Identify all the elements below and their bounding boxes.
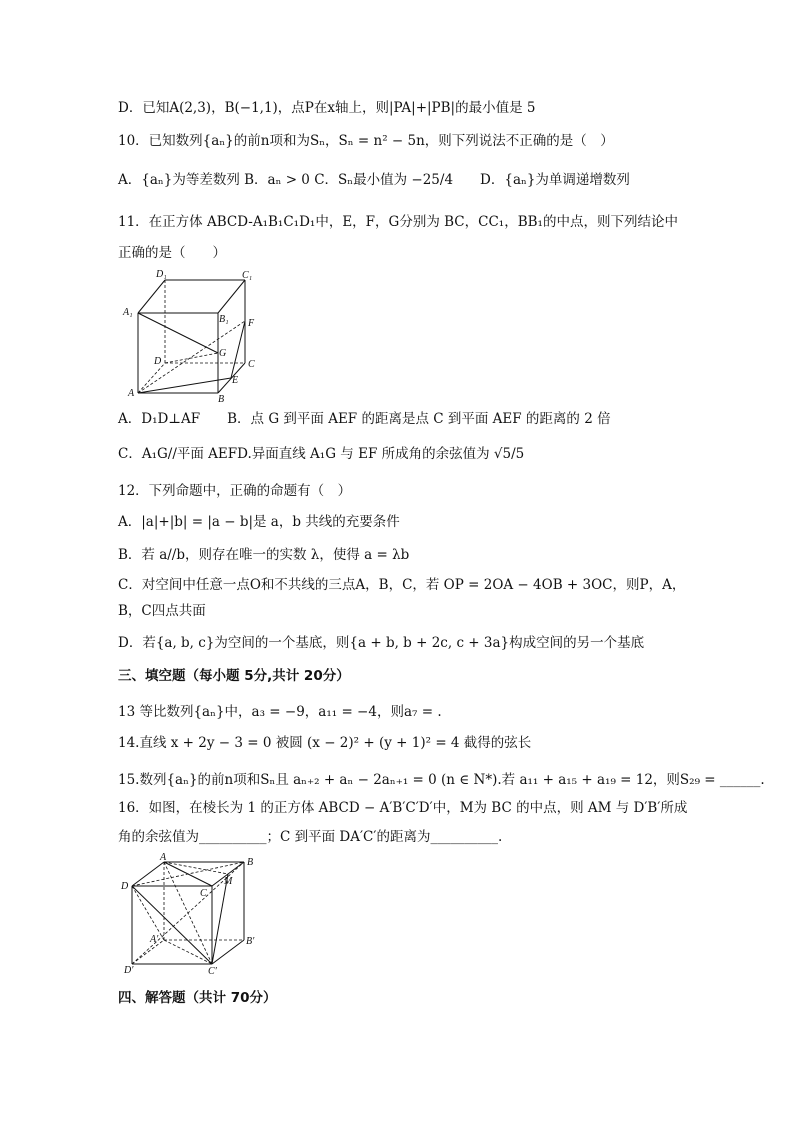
label-G: G	[219, 348, 227, 359]
label-C-prime: C′	[208, 966, 217, 977]
question-12-c: C．对空间中任意一点O和不共线的三点A，B，C，若 OP = 2OA − 4OB + 3OC，则P，A，	[118, 577, 686, 593]
label-C: C	[200, 888, 207, 899]
question-12: 12．下列命题中，正确的命题有（ ）	[118, 483, 352, 499]
label-B: B	[247, 857, 254, 868]
label-C: C	[248, 359, 255, 370]
question-11: 11．在正方体 ABCD-A₁B₁C₁D₁中，E，F，G分别为 BC，CC₁，BB₁的中点，则下列结论中	[118, 214, 678, 230]
question-13: 13 等比数列{aₙ}中，a₃ = −9，a₁₁ = −4，则a₇ = .	[118, 704, 442, 720]
section-answers: 四、解答题（共计 70分）	[118, 990, 277, 1006]
label-D: D	[154, 356, 162, 367]
question-10: 10．已知数列{aₙ}的前n项和为Sₙ，Sₙ = n² − 5n，则下列说法不正确的是（ ）	[118, 133, 614, 149]
label-M: M	[224, 876, 233, 887]
label-B-prime: B′	[246, 936, 255, 947]
label-B: B	[218, 394, 225, 405]
question-10-options: A．{aₙ}为等差数列 B．aₙ > 0 C．Sₙ最小值为 −25/4 D．{aₙ}为单调递增数列	[118, 172, 630, 188]
question-12-a: A．|a|+|b| = |a − b|是 a，b 共线的充要条件	[118, 514, 400, 530]
label-E: E	[232, 375, 239, 386]
label-A1: A₁	[123, 307, 133, 318]
cube-figure-q11	[120, 268, 270, 408]
label-A-prime: A′	[150, 934, 159, 945]
question-12-c-cont: B，C四点共面	[118, 603, 206, 619]
question-11-cont: 正确的是（ ）	[118, 245, 226, 261]
question-16-cont: 角的余弦值为__________；C 到平面 DA′C′的距离为__________.	[118, 829, 503, 845]
section-fill-in: 三、填空题（每小题 5分,共计 20分）	[118, 668, 350, 684]
question-15: 15.数列{aₙ}的前n项和Sₙ且 aₙ₊₂ + aₙ − 2aₙ₊₁ = 0 (n ∈ N*).若 a₁₁ + a₁₅ + a₁₉ = 12，则S₂₉ = ______.	[118, 772, 765, 788]
question-12-d: D．若{a, b, c}为空间的一个基底，则{a + b, b + 2c, c + 3a}构成空间的另一个基底	[118, 635, 645, 651]
label-C1: C₁	[242, 270, 253, 281]
question-11-ab: A．D₁D⊥AF B．点 G 到平面 AEF 的距离是点 C 到平面 AEF 的距离的 2 倍	[118, 411, 611, 427]
question-12-b: B．若 a//b，则存在唯一的实数 λ，使得 a = λb	[118, 547, 410, 563]
label-F: F	[248, 318, 255, 329]
label-D: D	[121, 881, 129, 892]
question-16: 16．如图，在棱长为 1 的正方体 ABCD − A′B′C′D′中，M为 BC 的中点，则 AM 与 D′B′所成	[118, 800, 688, 816]
label-A: A	[128, 388, 135, 399]
label-A: A	[160, 852, 167, 863]
label-D-prime: D′	[124, 965, 134, 976]
label-B1: B₁	[219, 314, 229, 325]
question-11-cd: C．A₁G//平面 AEFD.异面直线 A₁G 与 EF 所成角的余弦值为 √5/5	[118, 446, 525, 462]
option-9d: D．已知A(2,3)，B(−1,1)，点P在x轴上，则|PA|+|PB|的最小值是 5	[118, 100, 536, 116]
label-D1: D₁	[156, 269, 167, 280]
question-14: 14.直线 x + 2y − 3 = 0 被圆 (x − 2)² + (y + 1)² = 4 截得的弦长	[118, 735, 532, 751]
cube-figure-q16	[118, 852, 268, 977]
